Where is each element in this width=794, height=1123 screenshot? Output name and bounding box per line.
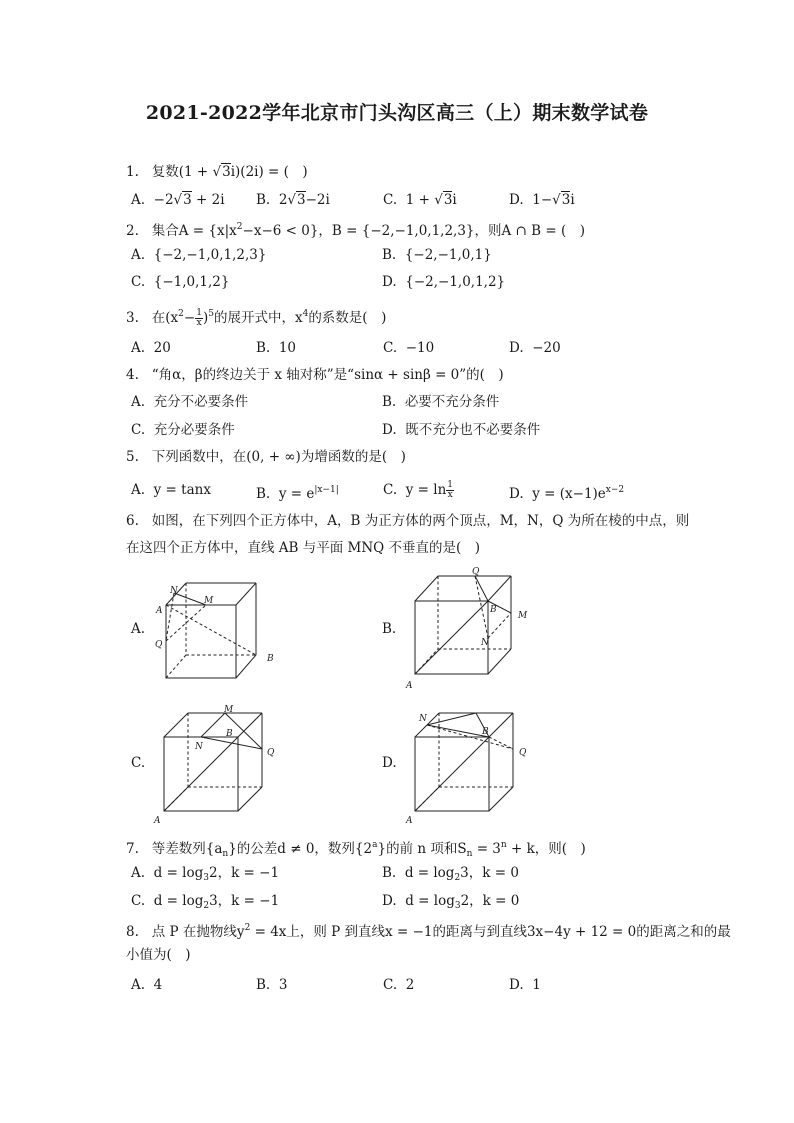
- q3-option-a: A. 20: [131, 340, 171, 356]
- q5-option-c: C. y = ln $\frac{1}{x}$: [383, 480, 454, 500]
- q3-option-c: C. −10: [383, 340, 435, 356]
- q6-figure-b-label: B.: [382, 621, 397, 637]
- q2-option-d: D. {−2,−1,0,1,2}: [382, 274, 506, 290]
- question-6-line-1: 6. 如图，在下列四个正方体中，A，B 为正方体的两个顶点，M，N，Q 为所在棱的中点，则: [126, 513, 690, 529]
- svg-text:M: M: [224, 705, 234, 715]
- svg-text:Q: Q: [519, 748, 527, 758]
- svg-text:Q: Q: [472, 567, 480, 577]
- label-a: A: [156, 606, 163, 616]
- question-1: 1. 复数(1 + √3i)(2i) = ( ): [126, 164, 308, 180]
- q3-option-b: B. 10: [256, 340, 296, 356]
- cube-figure-d: [400, 703, 540, 825]
- svg-text:A: A: [154, 816, 161, 826]
- cube-figure-b: [400, 566, 540, 691]
- q7-option-a: A. $d = \log_32$，k = −1: [131, 865, 280, 883]
- question-3: 3. 在($x^2-$ $\frac{1}{x}$ )$^5$的展开式中，$x^4$的系数是( ): [126, 308, 387, 328]
- svg-text:B: B: [226, 729, 233, 739]
- q7-option-b: B. $d = \log_23$，k = 0: [382, 865, 519, 883]
- q6-figure-a-label: A.: [131, 621, 146, 637]
- q4-option-c: C. 充分必要条件: [131, 422, 235, 438]
- q6-figure-d-label: D.: [382, 755, 397, 771]
- question-2: 2. 集合$A = \{x|x^2-x-6 < 0\}$，B = {−2,−1,0,1,2,3}，则A ∩ B = ( ): [126, 222, 586, 239]
- q6-figure-c-label: C.: [131, 755, 146, 771]
- q8-option-c: C. 2: [383, 977, 415, 993]
- svg-text:N: N: [419, 714, 427, 724]
- svg-text:B: B: [490, 605, 497, 615]
- svg-text:N: N: [195, 742, 203, 752]
- label-n: N: [170, 586, 178, 596]
- cube-figure-a: [150, 575, 290, 685]
- label-q: Q: [155, 640, 163, 650]
- question-4: 4. “角α，β的终边关于 x 轴对称”是“sinα + sinβ = 0”的( ): [126, 367, 504, 383]
- q1-option-b: B. 2√3−2i: [256, 192, 330, 208]
- question-8-line-2: 小值为( ): [126, 947, 191, 963]
- q2-option-a: A. {−2,−1,0,1,2,3}: [131, 247, 267, 263]
- question-5: 5. 下列函数中，在(0, + ∞)为增函数的是( ): [126, 449, 406, 465]
- q2-option-c: C. {−1,0,1,2}: [131, 274, 230, 290]
- cube-figure-c: [150, 703, 290, 825]
- q7-option-c: C. $d = \log_23$，k = −1: [131, 893, 280, 911]
- q1-option-c: C. 1 + √3i: [383, 192, 457, 208]
- svg-text:N: N: [481, 638, 489, 648]
- exam-title: 2021-2022学年北京市门头沟区高三（上）期末数学试卷: [145, 102, 649, 124]
- q8-option-b: B. 3: [256, 977, 288, 993]
- q2-option-b: B. {−2,−1,0,1}: [382, 247, 492, 263]
- q8-option-a: A. 4: [131, 977, 163, 993]
- q1-option-a: A. −2√3 + 2i: [131, 192, 225, 208]
- q5-option-d: D. $y = (x-1)e^{x-2}$: [509, 485, 625, 502]
- svg-text:B: B: [482, 727, 489, 737]
- svg-text:A: A: [406, 681, 413, 691]
- q8-option-d: D. 1: [509, 977, 541, 993]
- q4-option-a: A. 充分不必要条件: [131, 394, 249, 410]
- svg-text:A: A: [406, 816, 413, 826]
- q3-option-d: D. −20: [509, 340, 561, 356]
- q4-option-d: D. 既不充分也不必要条件: [382, 422, 541, 438]
- question-6-line-2: 在这四个正方体中，直线 AB 与平面 MNQ 不垂直的是( ): [126, 540, 481, 556]
- q7-option-d: D. $d = \log_32$，k = 0: [382, 893, 520, 911]
- q1-option-d: D. 1−√3i: [509, 192, 575, 208]
- label-m: M: [204, 596, 214, 606]
- svg-text:M: M: [518, 611, 528, 621]
- label-b: B: [267, 654, 274, 664]
- q5-option-b: B. $y = e^{|x-1|}$: [256, 485, 339, 502]
- q5-option-a: A. y = tanx: [131, 482, 211, 498]
- svg-text:Q: Q: [267, 748, 275, 758]
- question-8-line-1: 8. 点 P 在抛物线$y^2 = 4x$上，则 P 到直线x = −1的距离与到直线3x−4y + 12 = 0的距离之和的最: [126, 923, 731, 940]
- q4-option-b: B. 必要不充分条件: [382, 394, 500, 410]
- question-7: 7. 等差数列$\{a_n\}$的公差d ≠ 0，数列{2$^a$}的前 n 项和$S_n = 3^n + k$，则( ): [126, 840, 586, 859]
